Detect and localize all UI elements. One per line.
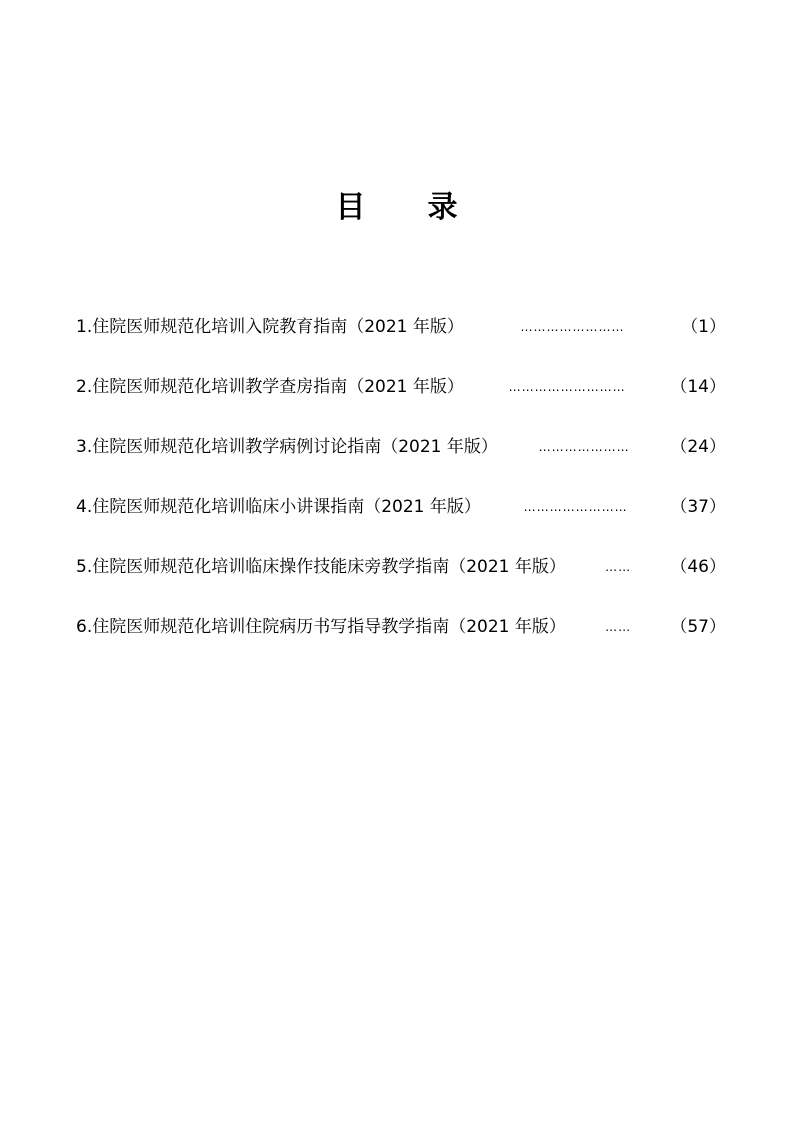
toc-entry[interactable] — [76, 552, 726, 582]
toc-entry-number: 4. — [76, 497, 93, 517]
toc-leader-dots: …… — [605, 560, 632, 574]
toc-entry-title: 住院医师规范化培训入院教育指南（2021 年版） — [92, 317, 464, 337]
page-title — [0, 186, 793, 230]
toc-entry[interactable] — [76, 312, 726, 342]
toc-entry-page: （24） — [670, 437, 726, 457]
toc-leader-dots: …… — [605, 620, 632, 634]
toc-leader-dots: …………………… — [523, 500, 628, 514]
toc-entry-title: 住院医师规范化培训临床小讲课指南（2021 年版） — [92, 497, 481, 517]
toc-entry-number: 3. — [76, 437, 93, 457]
toc-entry-title: 住院医师规范化培训住院病历书写指导教学指南（2021 年版） — [92, 617, 566, 637]
toc-entry-title: 住院医师规范化培训临床操作技能床旁教学指南（2021 年版） — [92, 557, 566, 577]
toc-entry-page: （37） — [670, 497, 726, 517]
toc-leader-dots: …………………… — [520, 320, 625, 334]
toc-entry-title: 住院医师规范化培训教学病例讨论指南（2021 年版） — [92, 437, 498, 457]
page-title-char-2: 录 — [427, 190, 458, 225]
toc-leader-dots: ……………………… — [508, 380, 626, 394]
toc-entry-number: 1. — [76, 317, 93, 337]
toc-entry-page: （46） — [670, 557, 726, 577]
toc-entry-page: （1） — [681, 317, 726, 337]
toc-entry-number: 6. — [76, 617, 93, 637]
toc-entry-number: 5. — [76, 557, 93, 577]
toc-entry-page: （14） — [670, 377, 726, 397]
toc-entry[interactable] — [76, 492, 726, 522]
toc-entry[interactable] — [76, 372, 726, 402]
toc-entry-page: （57） — [670, 617, 726, 637]
toc-entry[interactable] — [76, 432, 726, 462]
toc-entry-title: 住院医师规范化培训教学查房指南（2021 年版） — [92, 377, 464, 397]
table-of-contents — [76, 312, 726, 672]
toc-entry[interactable] — [76, 612, 726, 642]
page-title-char-1: 目 — [335, 190, 366, 225]
toc-entry-number: 2. — [76, 377, 93, 397]
toc-leader-dots: ………………… — [538, 440, 630, 454]
